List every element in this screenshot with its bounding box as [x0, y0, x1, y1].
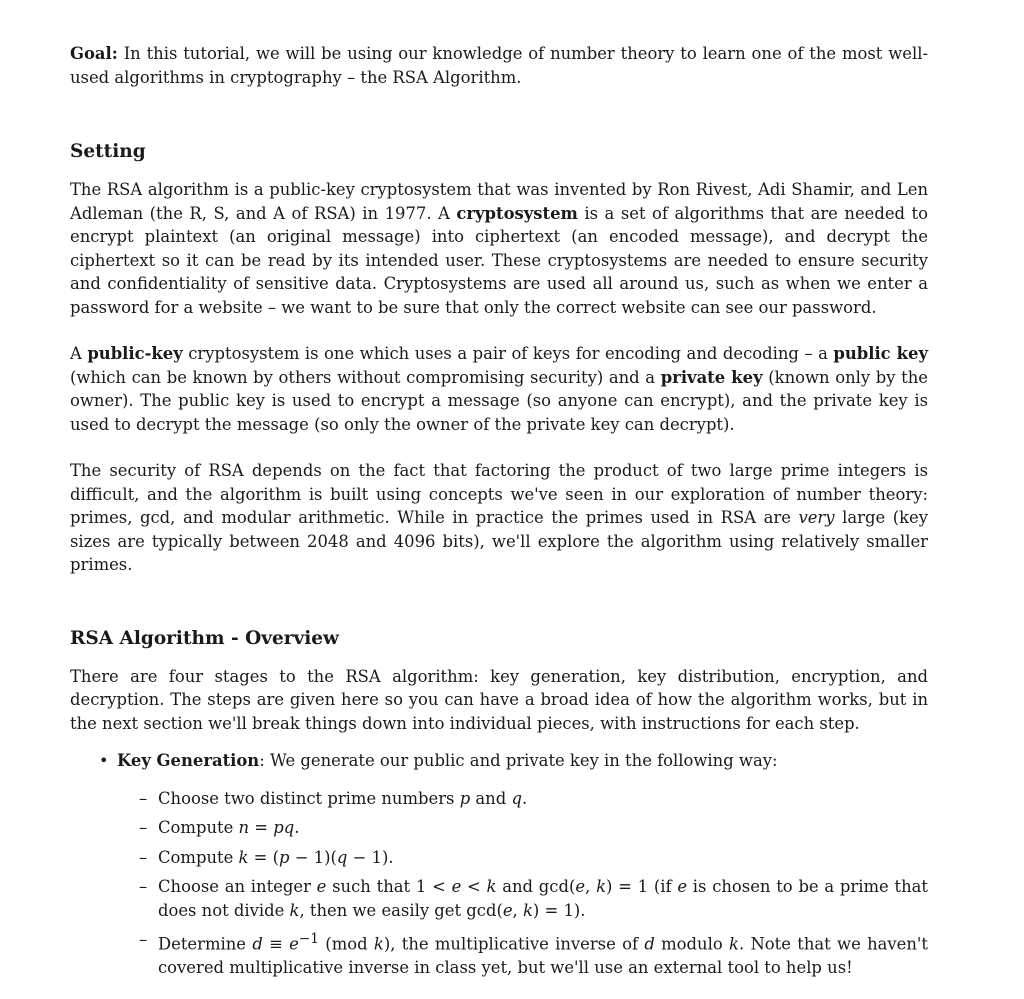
text-run: − 1)(: [289, 847, 337, 867]
text-run: and: [470, 788, 512, 808]
text-run: =: [249, 818, 274, 837]
math-var: q: [511, 788, 522, 808]
text-run: and gcd(: [496, 877, 576, 896]
text-run: cryptosystem is one which uses a pair of keys for encoding and decoding – a: [182, 344, 834, 363]
text-run: The RSA algorithm is a public-key cryptosystem that was invented by Ron Rivest, Adi Shamir, and Len Adleman (the R, S, and A of RSA) in 1977. A: [70, 180, 928, 223]
text-run: ) = 1).: [532, 900, 586, 920]
text-run: ) = 1 (if: [606, 877, 678, 896]
math-var: k: [596, 877, 606, 896]
math-var: k: [486, 877, 497, 896]
math-var: n: [238, 818, 250, 837]
math-superscript: −1: [298, 931, 319, 947]
dash-icon: –: [139, 818, 148, 837]
term-cryptosystem: cryptosystem: [456, 203, 578, 223]
dash-icon: –: [139, 788, 148, 808]
term-public-key-crypto: public-key: [87, 344, 183, 363]
math-var: e: [316, 877, 327, 896]
bullet-label: Key Generation: [117, 751, 260, 770]
text-run: Compute: [158, 818, 239, 837]
section-heading-setting: Setting: [70, 141, 146, 162]
term-public-key: public key: [833, 344, 928, 363]
text-run: ≡: [262, 934, 290, 954]
document-page: [70, 42, 928, 985]
text-run: . Note that we haven't covered multiplicative inverse in class yet, but we'll use an external tool to help us!: [158, 934, 929, 977]
text-run: <: [461, 877, 487, 896]
text-run: , then we easily get gcd(: [299, 900, 503, 920]
math-var: k: [289, 900, 300, 920]
math-var: k: [238, 847, 249, 867]
text-run: (which can be known by others without compromising security) and a: [70, 367, 661, 387]
math-var: d: [252, 934, 263, 954]
text-run: .: [294, 818, 300, 837]
text-run: ), the multiplicative inverse of: [383, 934, 645, 954]
text-run: such that 1 <: [326, 877, 452, 896]
term-private-key: private key: [660, 367, 763, 387]
overview-paragraph: There are four stages to the RSA algorithm: key generation, key distribution, encryption, and decryption. The steps are given here so you can have a broad idea of how the algorithm works, but in the next section we'll break things down into individual pieces, with instructions for each step.: [70, 666, 928, 733]
text-run: Choose two distinct prime numbers: [158, 788, 460, 808]
text-run: large (key sizes are typically between 2048 and 4096 bits), we'll explore the algorithm using relatively smaller primes.: [70, 508, 928, 574]
text-run: Compute: [158, 847, 239, 867]
section-heading-overview: RSA Algorithm - Overview: [70, 627, 339, 649]
emphasis-very: very: [798, 508, 835, 527]
bullet-key-generation: [99, 749, 929, 979]
step-choose-primes: [139, 787, 928, 811]
text-run: Determine: [158, 934, 253, 954]
setting-paragraph-2: [70, 342, 928, 436]
step-compute-k: [139, 846, 928, 870]
text-run: (known only by the owner). The public key is used to encrypt a message (so anyone can encrypt), and the private key is used to decrypt the message (so only the owner of the private key can decrypt).: [70, 367, 929, 434]
text-run: is a set of algorithms that are needed to encrypt plaintext (an original message) into ciphertext (an encoded message), and decrypt the ciphertext so it can be read by its intended user. These cryptosystems are needed to ensure security and confidentiality of sensitive data. Cryptosystems are used all around us, such as when we enter a password for a website – we want to be sure that only the correct website can see our password.: [70, 203, 929, 317]
math-var: e: [502, 900, 513, 920]
math-var: q: [336, 847, 348, 867]
text-run: (mod: [319, 934, 374, 954]
text-run: − 1).: [347, 847, 394, 867]
overview-bullet-list: [70, 749, 928, 979]
text-run: A: [70, 344, 88, 363]
text-run: The security of RSA depends on the fact that factoring the product of two large prime integers is difficult, and the algorithm is built using concepts we've seen in our exploration of number theory: primes, gcd, and modular arithmetic. While in practice the primes used in RSA are: [70, 461, 928, 527]
text-run: ,: [585, 877, 597, 896]
math-var: e: [575, 877, 586, 896]
text-run: is chosen to be a prime that does not divide: [158, 877, 929, 920]
math-var: e: [677, 877, 688, 896]
dash-icon: –: [139, 930, 148, 949]
goal-text: In this tutorial, we will be using our knowledge of number theory to learn one of the most well-used algorithms in cryptography – the RSA Algorithm.: [70, 44, 928, 87]
math-var: p: [459, 788, 471, 808]
step-compute-n: [139, 816, 928, 840]
bullet-icon: •: [99, 751, 109, 770]
dash-icon: –: [139, 877, 148, 896]
text-run: = (: [248, 847, 279, 867]
step-determine-d: [139, 928, 929, 979]
setting-paragraph-3: [70, 459, 928, 577]
setting-paragraph-1: [70, 178, 928, 319]
math-var: e: [289, 934, 299, 954]
math-var: k: [522, 900, 533, 920]
math-var: d: [644, 934, 655, 954]
math-var: e: [451, 877, 462, 896]
bullet-text: : We generate our public and private key in the following way:: [259, 751, 778, 770]
goal-label: Goal:: [70, 44, 118, 63]
dash-icon: –: [139, 847, 148, 867]
math-var: pq: [273, 818, 295, 837]
text-run: ,: [512, 900, 523, 920]
math-var: k: [373, 934, 384, 954]
goal-paragraph: [70, 42, 928, 89]
text-run: .: [521, 788, 528, 808]
text-run: modulo: [654, 934, 729, 954]
math-var: p: [279, 847, 290, 867]
key-generation-steps: [117, 787, 928, 980]
step-choose-e: [139, 875, 929, 922]
math-var: k: [729, 934, 739, 954]
text-run: Choose an integer: [158, 877, 317, 896]
